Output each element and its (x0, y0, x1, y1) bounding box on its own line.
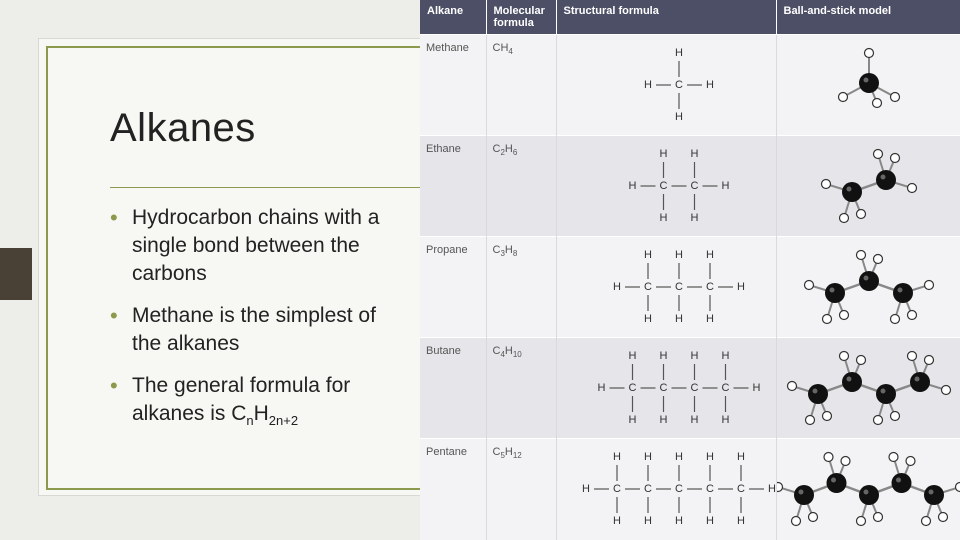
hydrogen-atom (864, 49, 873, 58)
atom-label-h: H (705, 248, 714, 261)
alkane-name: Ethane (420, 136, 486, 237)
atom-label-h: H (690, 147, 698, 160)
bullet-item (110, 204, 410, 288)
bullet-text: Hydrocarbon chains with a single bond between the carbons (132, 206, 380, 285)
header-ball-and-stick: Ball-and-stick model (776, 0, 960, 35)
atom-label-h: H (612, 280, 621, 293)
header-alkane: Alkane (420, 0, 486, 35)
molecule-diagram (777, 338, 960, 438)
slide-title: Alkanes (110, 106, 256, 150)
atom-label-h: H (612, 514, 621, 527)
alkane-name: Butane (420, 338, 486, 439)
bullet-dot-icon: • (110, 303, 118, 328)
hydrogen-atom (907, 184, 916, 193)
header-molecular-formula: Molecular formula (486, 0, 556, 35)
atom-label-c: C (674, 280, 683, 293)
structural-formula (556, 237, 776, 338)
atom-label-h: H (736, 514, 745, 527)
atom-label-h: H (643, 514, 652, 527)
carbon-highlight (863, 276, 868, 281)
slide-side-tab (0, 248, 32, 300)
table-header-row (420, 0, 960, 35)
atom-label-h: H (597, 381, 605, 394)
ball-and-stick-model (776, 35, 960, 136)
atom-label-h: H (705, 450, 714, 463)
hydrogen-atom (821, 180, 830, 189)
atom-label-c: C (643, 280, 652, 293)
carbon-atom (893, 283, 913, 303)
structural-formula (556, 439, 776, 540)
atom-label-h: H (643, 312, 652, 325)
carbon-highlight (880, 175, 885, 180)
ball-and-stick-model (776, 439, 960, 540)
atom-label-c: C (736, 482, 745, 495)
title-divider (110, 187, 430, 188)
molecule-diagram (777, 439, 960, 539)
structural-diagram (557, 35, 777, 135)
hydrogen-atom (924, 356, 933, 365)
structural-diagram (557, 338, 777, 438)
bullet-text: Methane is the simplest of the alkanes (132, 304, 376, 355)
atom-label-c: C (674, 78, 683, 91)
bullet-text: The general formula for alkanes is C (132, 374, 351, 425)
alkane-table (420, 0, 960, 540)
hydrogen-atom (873, 150, 882, 159)
atom-label-c: C (674, 482, 683, 495)
atom-label-c: C (659, 381, 667, 394)
bullet-dot-icon: • (110, 205, 118, 230)
atom-label-c: C (628, 381, 636, 394)
atom-label-h: H (674, 450, 683, 463)
carbon-atom (859, 271, 879, 291)
atom-label-h: H (659, 349, 667, 362)
atom-label-h: H (674, 46, 683, 59)
carbon-highlight (863, 490, 868, 495)
carbon-atom (876, 170, 896, 190)
hydrogen-atom (906, 457, 915, 466)
carbon-atom (842, 372, 862, 392)
hydrogen-atom (921, 517, 930, 526)
hydrogen-atom (924, 281, 933, 290)
atom-label-h: H (736, 280, 745, 293)
hydrogen-atom (890, 315, 899, 324)
hydrogen-atom (777, 483, 783, 492)
carbon-highlight (896, 478, 901, 483)
hydrogen-atom (841, 457, 850, 466)
bullet-dot-icon: • (110, 373, 118, 398)
hydrogen-atom (805, 416, 814, 425)
table-row (420, 136, 960, 237)
atom-label-h: H (628, 349, 636, 362)
atom-label-h: H (705, 312, 714, 325)
carbon-atom (891, 473, 911, 493)
atom-label-h: H (581, 482, 590, 495)
hydrogen-atom (873, 513, 882, 522)
carbon-highlight (928, 490, 933, 495)
ball-and-stick-model (776, 338, 960, 439)
carbon-highlight (880, 389, 885, 394)
molecular-formula: $CH_4$ (486, 35, 556, 136)
bullet-item (110, 302, 410, 358)
atom-label-c: C (721, 381, 729, 394)
hydrogen-atom (822, 315, 831, 324)
carbon-highlight (897, 288, 902, 293)
hydrogen-atom (856, 210, 865, 219)
hydrogen-atom (889, 453, 898, 462)
alkane-name: Propane (420, 237, 486, 338)
carbon-atom (910, 372, 930, 392)
table-row (420, 237, 960, 338)
atom-label-c: C (643, 482, 652, 495)
hydrogen-atom (938, 513, 947, 522)
hydrogen-atom (856, 251, 865, 260)
hydrogen-atom (907, 311, 916, 320)
molecular-formula: $C_4H_{10}$ (486, 338, 556, 439)
atom-label-h: H (643, 450, 652, 463)
alkane-table-image (420, 0, 960, 540)
atom-label-h: H (643, 78, 652, 91)
hydrogen-atom (804, 281, 813, 290)
structural-formula (556, 35, 776, 136)
atom-label-c: C (612, 482, 621, 495)
molecule-diagram (777, 237, 960, 337)
carbon-highlight (812, 389, 817, 394)
atom-label-h: H (690, 413, 698, 426)
atom-label-c: C (690, 179, 698, 192)
molecular-formula: $C_2H_6$ (486, 136, 556, 237)
ball-and-stick-model (776, 237, 960, 338)
atom-label-h: H (705, 514, 714, 527)
atom-label-h: H (659, 147, 667, 160)
atom-label-h: H (736, 450, 745, 463)
atom-label-c: C (659, 179, 667, 192)
hydrogen-atom (873, 416, 882, 425)
atom-label-h: H (659, 413, 667, 426)
atom-label-h: H (674, 514, 683, 527)
atom-label-h: H (674, 110, 683, 123)
ball-and-stick-model (776, 136, 960, 237)
alkane-name: Pentane (420, 439, 486, 540)
atom-label-c: C (690, 381, 698, 394)
carbon-atom (826, 473, 846, 493)
atom-label-h: H (674, 248, 683, 261)
structural-formula (556, 338, 776, 439)
carbon-atom (825, 283, 845, 303)
atom-label-h: H (721, 413, 729, 426)
atom-label-h: H (659, 211, 667, 224)
carbon-atom (842, 182, 862, 202)
header-structural-formula: Structural formula (556, 0, 776, 35)
hydrogen-atom (839, 311, 848, 320)
molecular-formula: $C_5H_{12}$ (486, 439, 556, 540)
bullet-item-formula: • The general formula for alkanes is $C_nH_{2n+2}$ (110, 373, 351, 428)
hydrogen-atom (890, 154, 899, 163)
atom-label-h: H (690, 211, 698, 224)
carbon-highlight (914, 377, 919, 382)
atom-label-h: H (705, 78, 714, 91)
molecule-diagram (777, 35, 960, 135)
atom-label-h: H (690, 349, 698, 362)
atom-label-h: H (643, 248, 652, 261)
molecular-formula: $C_3H_8$ (486, 237, 556, 338)
carbon-atom (924, 485, 944, 505)
hydrogen-atom (907, 352, 916, 361)
atom-label-h: H (674, 312, 683, 325)
table-row (420, 35, 960, 136)
atom-label-h: H (628, 179, 636, 192)
hydrogen-atom (873, 255, 882, 264)
atom-label-h: H (612, 450, 621, 463)
atom-label-h: H (628, 413, 636, 426)
hydrogen-atom (839, 352, 848, 361)
hydrogen-atom (838, 93, 847, 102)
carbon-highlight (831, 478, 836, 483)
atom-label-h: H (721, 179, 729, 192)
hydrogen-atom (890, 93, 899, 102)
structural-diagram (557, 237, 777, 337)
carbon-atom (808, 384, 828, 404)
carbon-highlight (798, 490, 803, 495)
carbon-atom (859, 485, 879, 505)
hydrogen-atom (872, 99, 881, 108)
hydrogen-atom (791, 517, 800, 526)
table-row (420, 338, 960, 439)
carbon-atom (859, 73, 879, 93)
atom-label-c: C (705, 482, 714, 495)
hydrogen-atom (856, 517, 865, 526)
table-row (420, 439, 960, 540)
atom-label-h: H (767, 482, 776, 495)
alkane-name: Methane (420, 35, 486, 136)
atom-label-h: H (752, 381, 760, 394)
structural-diagram (557, 439, 777, 539)
carbon-highlight (863, 78, 868, 83)
hydrogen-atom (839, 214, 848, 223)
atom-label-c: C (705, 280, 714, 293)
hydrogen-atom (856, 356, 865, 365)
hydrogen-atom (890, 412, 899, 421)
hydrogen-atom (822, 412, 831, 421)
hydrogen-atom (955, 483, 960, 492)
bullet-list (110, 204, 410, 442)
hydrogen-atom (808, 513, 817, 522)
structural-formula (556, 136, 776, 237)
carbon-highlight (846, 377, 851, 382)
molecule-diagram (777, 136, 960, 236)
structural-diagram (557, 136, 777, 236)
carbon-atom (876, 384, 896, 404)
hydrogen-atom (824, 453, 833, 462)
carbon-highlight (846, 187, 851, 192)
hydrogen-atom (941, 386, 950, 395)
carbon-highlight (829, 288, 834, 293)
carbon-atom (794, 485, 814, 505)
atom-label-h: H (721, 349, 729, 362)
hydrogen-atom (787, 382, 796, 391)
